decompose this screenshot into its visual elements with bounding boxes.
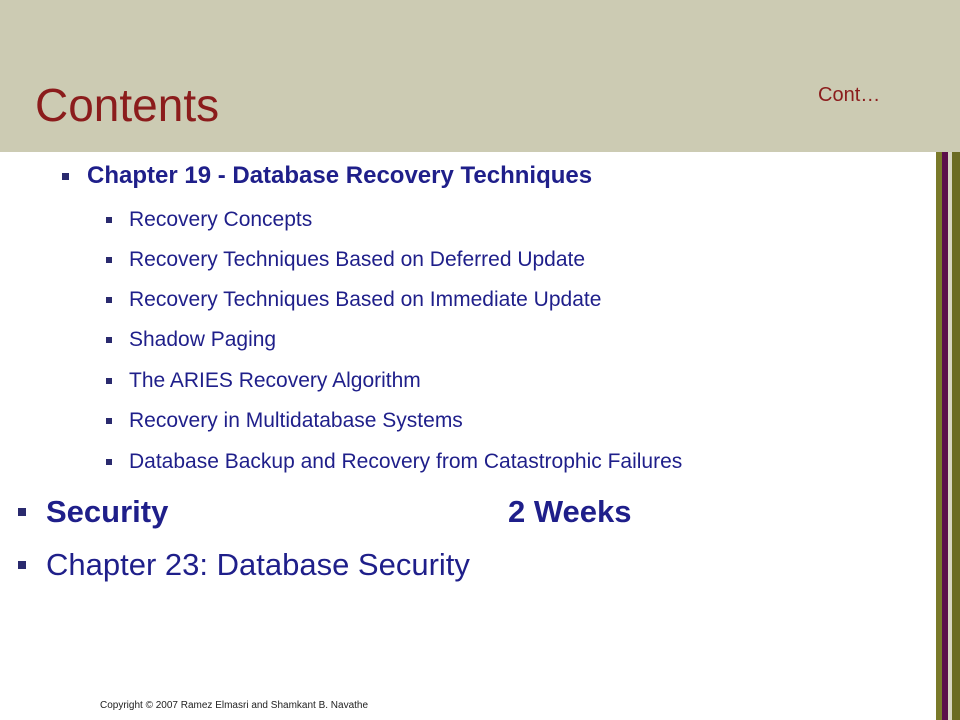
square-bullet-icon — [18, 561, 26, 569]
square-bullet-icon — [106, 418, 112, 424]
chapter-19-heading-text: Chapter 19 - Database Recovery Techniques — [87, 162, 593, 189]
slide-title: Contents — [35, 79, 220, 131]
security-duration: 2 Weeks — [508, 494, 632, 529]
list-item — [106, 326, 276, 354]
list-item-text: Recovery Techniques Based on Deferred Update — [129, 248, 586, 271]
list-item-text: Database Backup and Recovery from Catastrophic Failures — [129, 450, 683, 473]
copyright-footer: Copyright © 2007 Ramez Elmasri and Shamkant B. Navathe — [100, 700, 369, 711]
list-item — [106, 286, 601, 314]
square-bullet-icon — [106, 459, 112, 465]
list-item-text: Shadow Paging — [129, 328, 277, 351]
security-item — [18, 492, 918, 532]
continued-label: Cont… — [818, 84, 881, 106]
square-bullet-icon — [106, 217, 112, 223]
list-item-text: Recovery Techniques Based on Immediate Update — [129, 288, 602, 311]
side-stripe-olive-dark — [952, 152, 960, 720]
chapter-19-heading — [62, 160, 592, 192]
list-item — [106, 367, 421, 395]
square-bullet-icon — [106, 297, 112, 303]
square-bullet-icon — [106, 337, 112, 343]
list-item-text: The ARIES Recovery Algorithm — [129, 369, 421, 392]
square-bullet-icon — [18, 508, 26, 516]
square-bullet-icon — [106, 257, 112, 263]
list-item — [106, 407, 463, 435]
chapter-23-label: Chapter 23: Database Security — [46, 547, 470, 582]
list-item-text: Recovery in Multidatabase Systems — [129, 409, 463, 432]
list-item — [106, 246, 585, 274]
security-label: Security — [46, 494, 169, 529]
square-bullet-icon — [106, 378, 112, 384]
chapter-23-item — [18, 545, 470, 585]
square-bullet-icon — [62, 173, 69, 180]
list-item — [106, 448, 682, 476]
list-item-text: Recovery Concepts — [129, 208, 313, 231]
list-item — [106, 206, 312, 234]
